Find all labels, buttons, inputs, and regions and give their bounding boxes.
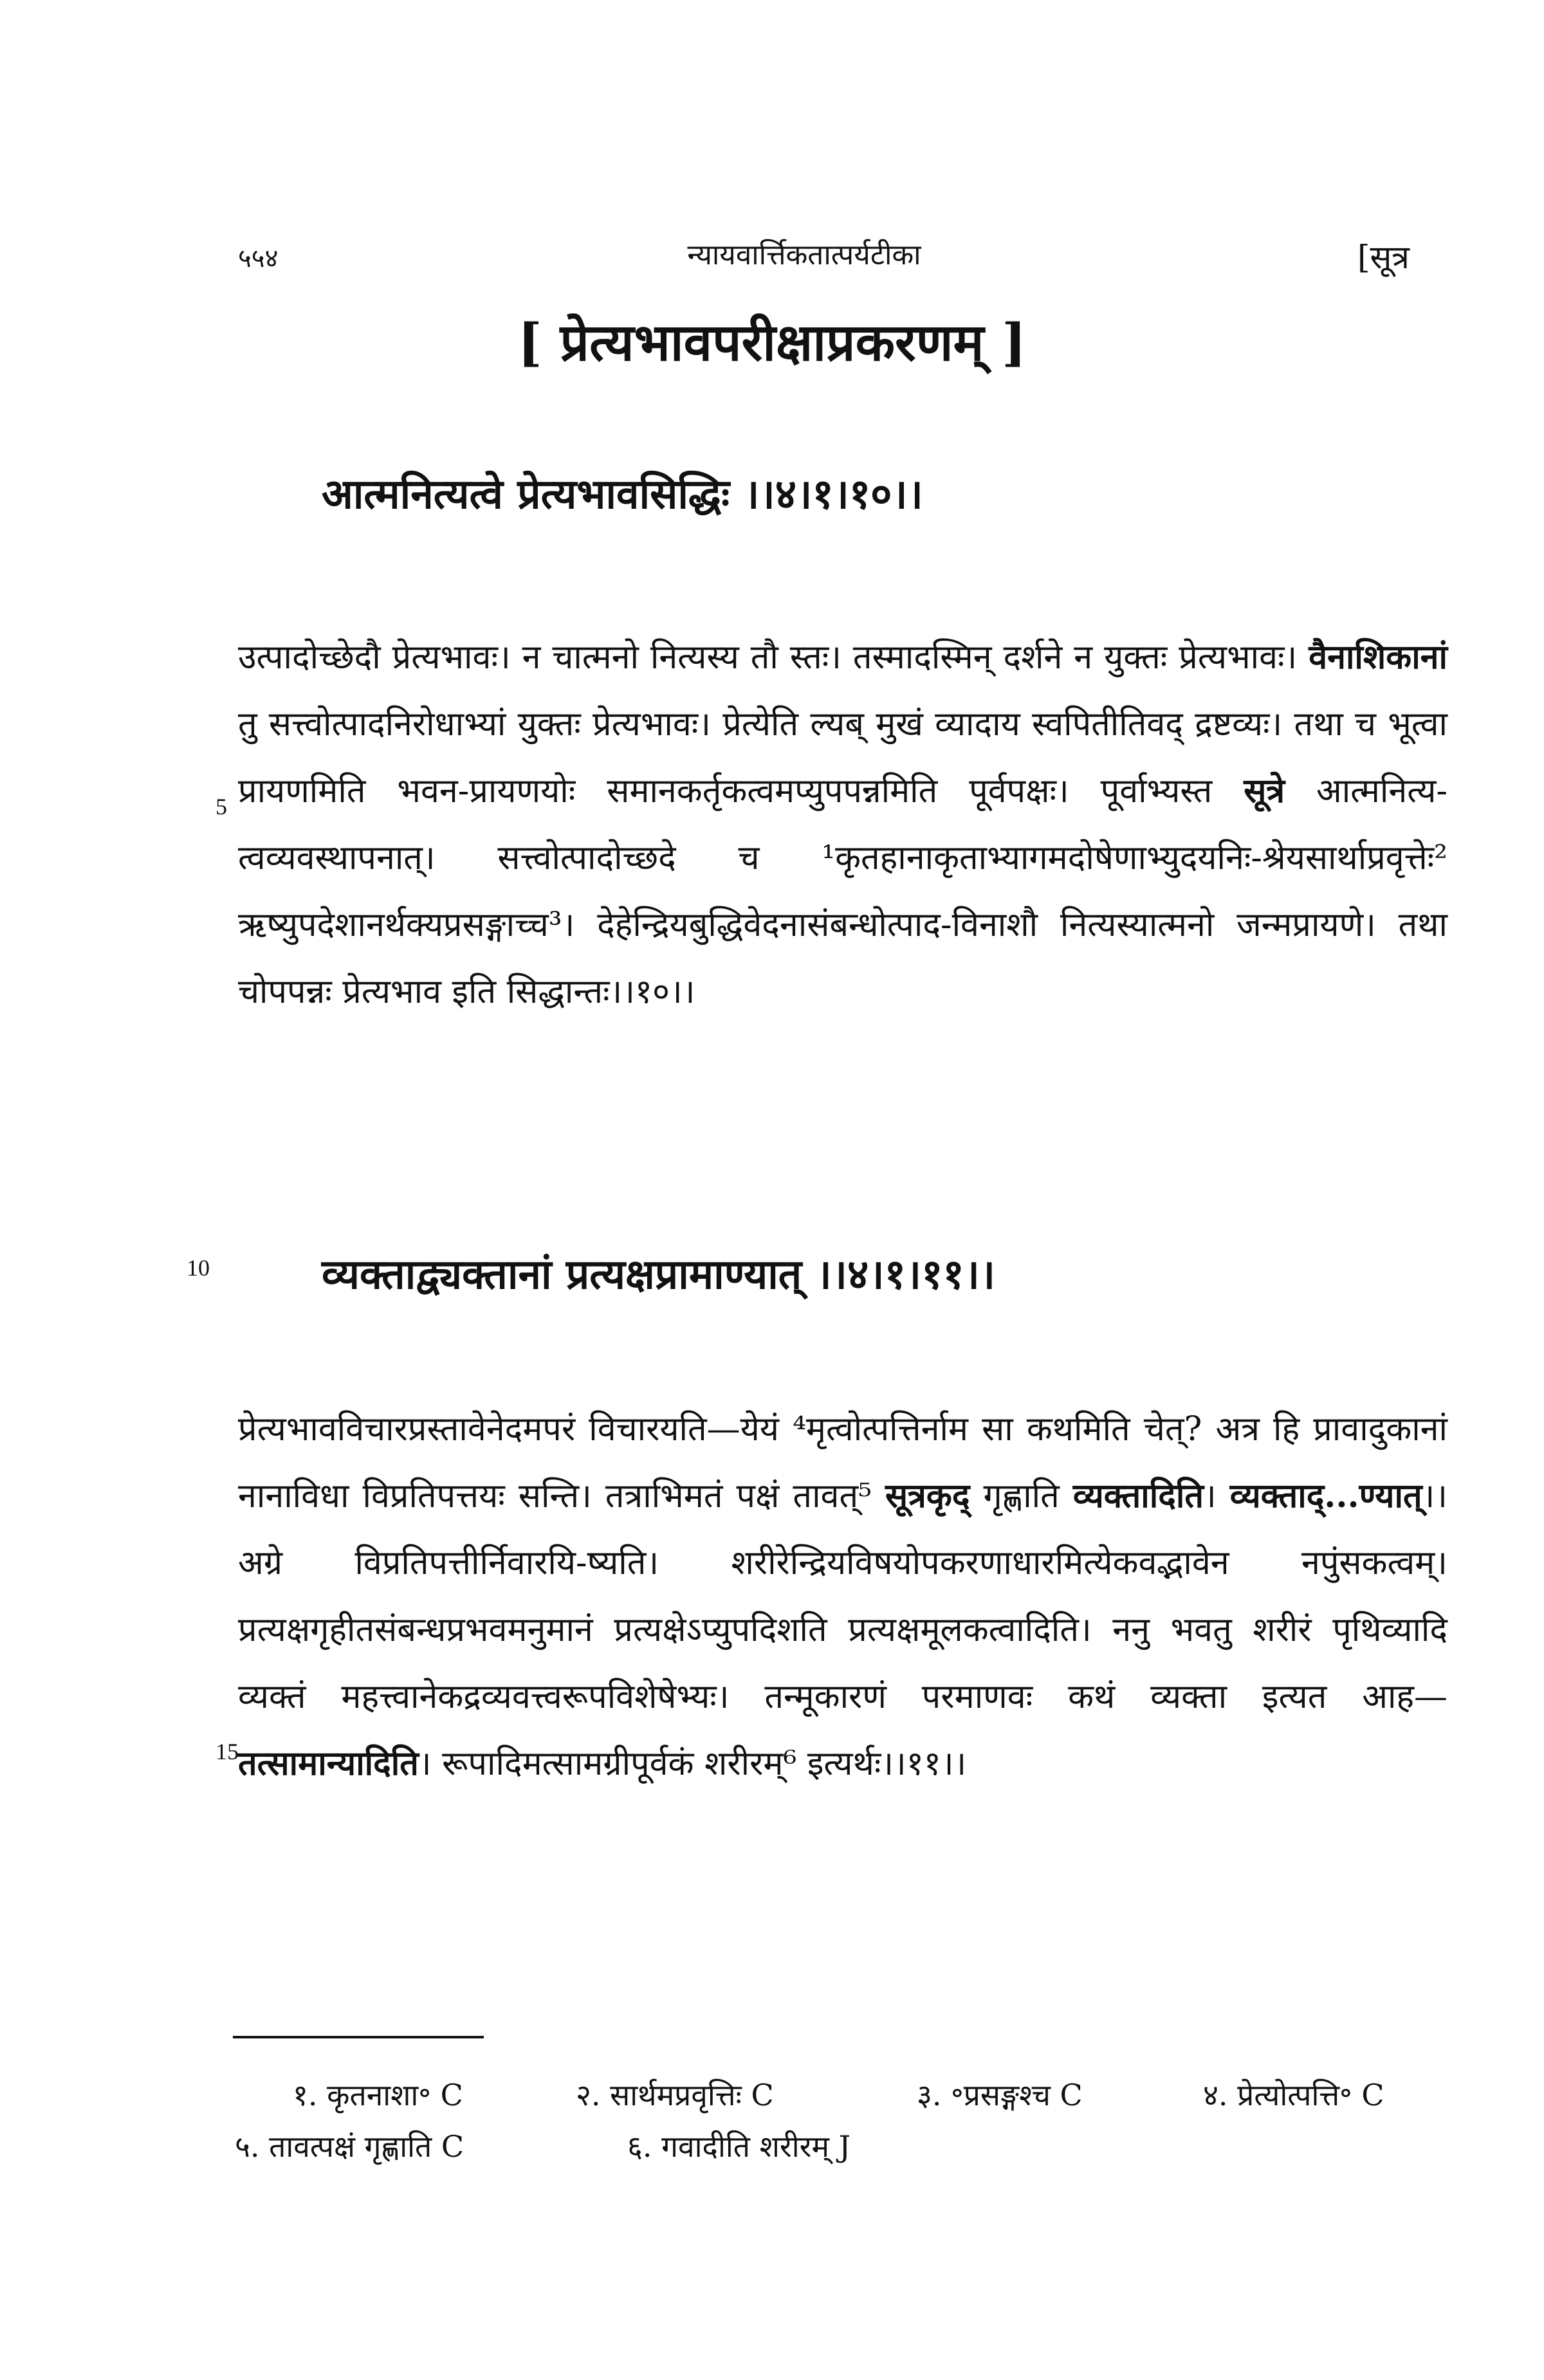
bold-term: तत्सामान्यादिति <box>238 1744 419 1783</box>
text-run: गृह्णाति <box>983 1477 1060 1515</box>
text-run: उत्पादोच्छेदौ प्रेत्यभावः। न चात्मनो नित्यस्य तौ स्तः। तस्मादस्मिन् दर्शने न युक्तः प्रेत्यभावः। <box>238 638 1298 677</box>
bold-term: सूत्रकृद् <box>885 1476 970 1515</box>
section-heading: [ प्रेत्यभावपरीक्षाप्रकरणम् ] <box>517 312 1027 372</box>
text-run: ।। अग्रे विप्रतिपत्तीर्निवारयि-ष्यति। शरीरेन्द्रियविषयोपकरणाधारमित्येकवद्भावेन नपुंसकत्वम्। प्रत्यक्षगृहीतसंबन्धप्रभवमनुमानं प्रत्यक्षेऽप्युपदिशति प्रत्यक्षमूलकत्वादिति। ननु भवतु शरीरं पृथिव्यादि व्यक्तं महत्त्वानेकद्रव्यवत्त्वरूपविशेषेभ्यः। तन्मूकारणं परमाणवः कथं व्यक्ता इत्यत आह— <box>238 1477 1448 1716</box>
sutra-4-1-11: व्यक्ताद्व्यक्तानां प्रत्यक्षप्रामाण्यात् ।।४।१।११।। <box>322 1250 996 1299</box>
commentary-paragraph-1 <box>238 624 1448 1025</box>
footnote: १. कृतनाशा॰ C <box>293 2078 463 2112</box>
text-run: आत्मनित्य-त्वव्यवस्थापनात्। सत्त्वोत्पादोच्छदे च ¹कृतहानाकृताभ्यागमदोषेणाभ्युदयनिः-श्रेयसार्थाप्रवृत्तेः² ऋष्युपदेशानर्थक्यप्रसङ्गाच्च³। देहेन्द्रियबुद्धिवेदनासंबन्धोत्पाद-विनाशौ नित्यस्यात्मनो जन्मप्रायणे। तथा चोपपन्नः प्रेत्यभाव इति सिद्धान्तः।।१०।। <box>238 772 1448 1011</box>
bold-term: व्यक्तादिति <box>1072 1476 1204 1515</box>
line-number: 15 <box>216 1739 239 1764</box>
bold-term: व्यक्ताद्...ण्यात् <box>1229 1476 1422 1515</box>
footnote: २. सार्थमप्रवृत्तिः C <box>576 2078 774 2112</box>
footnote: ३. ॰प्रसङ्गश्च C <box>917 2078 1083 2112</box>
text-run: प्रेत्यभावविचारप्रस्तावेनेदमपरं विचारयति—येयं ⁴मृत्वोत्पत्तिर्नाम सा कथमिति चेत्? अत्र हि प्रावादुकानां नानाविधा विप्रतिपत्तयः सन्ति। तत्राभिमतं पक्षं तावत्⁵ <box>238 1410 1448 1515</box>
text-run: । रूपादिमत्सामग्रीपूर्वकं शरीरम्⁶ इत्यर्थः।।११।। <box>418 1744 967 1783</box>
bold-term: सूत्रे <box>1244 771 1285 810</box>
section-ref: [सूत्र <box>1357 239 1410 276</box>
footnote-rule <box>233 2036 484 2038</box>
bold-term: वैनाशिकानां <box>1309 637 1448 677</box>
line-number: 10 <box>187 1255 210 1281</box>
footnote: ५. तावत्पक्षं गृह्णाति C <box>235 2129 464 2164</box>
commentary-paragraph-2 <box>238 1396 1448 1797</box>
sutra-4-1-10: आत्मनित्यत्वे प्रेत्यभावसिद्धिः ।।४।१।१०।। <box>322 470 923 518</box>
text-run: । <box>1203 1477 1217 1515</box>
page-number: ५५४ <box>238 244 279 273</box>
running-title: न्यायवार्त्तिकतात्पर्यटीका <box>687 239 921 271</box>
text-run: तु सत्त्वोत्पादनिरोधाभ्यां युक्तः प्रेत्यभावः। प्रेत्येति ल्यब् मुखं व्यादाय स्वपितीतिवद् द्रष्टव्यः। तथा च भूत्वा प्रायणमिति भवन-प्रायणयोः समानकर्तृकत्वमप्युपपन्नमिति पूर्वपक्षः। पूर्वाभ्यस्त <box>238 705 1448 810</box>
footnote: ६. गवादीति शरीरम् J <box>627 2129 851 2164</box>
footnote: ४. प्रेत्योत्पत्ति॰ C <box>1203 2078 1384 2112</box>
line-number: 5 <box>216 794 227 819</box>
